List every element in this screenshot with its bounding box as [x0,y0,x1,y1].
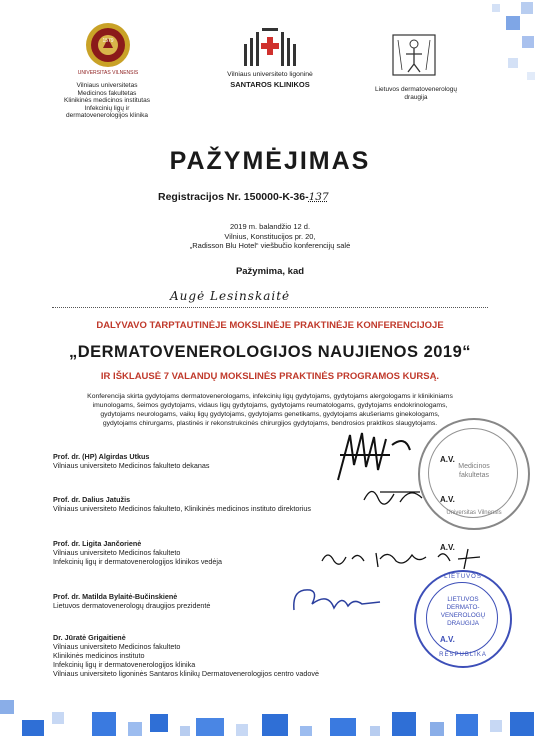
signatory-title: Lietuvos dermatovenerologų draugijos prezidentė [53,601,211,610]
vu-seal-logo [85,22,131,68]
venue-line: „Radisson Blu Hotel“ viešbučio konferencijų salė [189,241,351,250]
seal-center-text [440,462,508,480]
signatory-title: Infekcinių ligų ir dermatovenerologijos klinikos vedėja [53,557,222,566]
center-logo-caption-1: Vilniaus universiteto ligoninė [227,71,313,78]
audience-line: imunologams, šeimos gydytojams, vidaus ligų gydytojams, gydytojams reumatologams, gydytojams endokrinologams, [92,402,448,409]
av-mark-1: A.V. [440,455,455,464]
seal-ring-text: Universitas Vilnensis [446,510,502,516]
signatory-name: Prof. dr. Matilda Bylaitė-Bučinskienė [53,592,178,601]
conference-title: „DERMATOVENEROLOGIJOS NAUJIENOS 2019“ [68,343,472,361]
signature-utkus [330,425,430,485]
seal-line: DRAUGIJA [447,620,479,627]
santaros-klinikos-logo [240,24,300,68]
recipient-name: Augė Lesinskaitė [170,289,291,303]
seal-line: LIETUVOS [447,596,479,603]
caption-line: Lietuvos dermatovenerologų [374,86,458,93]
signatory-4 [53,592,210,610]
audience-line: gydytojams neurologams, vaikų ligų gydytojams, gydytojams genetikams, gydytojams akušeriams ginekologams, [100,411,440,418]
signatory-title: Infekcinių ligų ir dermatovenerologijos klinika [53,660,196,669]
signatory-2 [53,495,311,513]
caption-line: Infekcinių ligų ir [84,104,130,112]
caption-line: Klinikinės medicinos institutas [64,97,150,104]
vu-seal-text: UNIVERSITAS VILNENSIS [77,70,139,76]
registration-row [158,191,329,203]
registration-label: Registracijos Nr. 150000-K-36- [158,191,309,203]
signatory-name: Dr. Jūratė Grigaitienė [53,633,126,642]
signatory-title: Vilniaus universiteto Medicinos fakulteto [53,548,181,557]
signatory-name: Prof. dr. (HP) Algirdas Utkus [53,452,150,461]
signature-bylaite [288,582,388,622]
recipient-line [52,307,488,308]
address-line: Vilnius, Konstitucijos pr. 20, [224,231,316,241]
audience-line: Konferencija skirta gydytojams dermatovenerologams, infekcinių ligų gydytojams, gydytojams alergologams ir klinikiniams [87,393,453,400]
signatory-title: Vilniaus universiteto Medicinos fakulteto [53,642,181,651]
caption-line: draugija [404,93,428,101]
seal-line: Medicinos [458,463,490,470]
completed-text: IR IŠKLAUSĖ 7 VALANDŲ MOKSLINĖS PRAKTINĖS PROGRAMOS KURSĄ. [100,371,440,382]
signatory-title: Vilniaus universiteto Medicinos fakulteto dekanas [53,461,210,470]
signatory-title: Vilniaus universiteto Medicinos fakulteto, Klinikinės medicinos instituto direktorius [53,504,311,513]
caption-line: dermatovenerologijos klinika [65,112,148,119]
av-mark-3: A.V. [440,543,455,552]
seal-line: fakultetas [459,472,489,479]
caption-line: Medicinos fakultetas [77,89,137,97]
signatory-name: Prof. dr. Dalius Jatužis [53,495,131,504]
faculty-seal [418,418,530,530]
signature-jancoriene [318,543,488,573]
society-seal [414,570,512,668]
left-logo-caption [52,82,162,120]
vu-seal-year: 1579 [102,38,114,44]
signatory-title: Klinikinės medicinos instituto [53,651,145,660]
participated-text: DALYVAVO TARPTAUTINĖJE MOKSLINĖJE PRAKTINĖJE KONFERENCIJOJE [96,320,444,331]
seal-ring-bottom: RESPUBLIKA [439,652,487,658]
date-place [0,222,540,251]
audience-line: gydytojams chirurgams, plastinės ir rekonstrukcinės chirurgijos gydytojams, bendrosios praktikos slaugytojams. [102,420,438,427]
right-logo-caption [356,86,476,101]
certificate-title: PAŽYMĖJIMAS [169,147,371,175]
registration-number: 137 [308,191,329,203]
seal-line: VENEROLOGŲ [440,612,486,619]
center-logo-caption-2: SANTAROS KLINIKOS [230,80,310,89]
signatory-name: Prof. dr. Ligita Jančorienė [53,539,142,548]
av-mark-2: A.V. [440,495,455,504]
signatory-3 [53,539,222,566]
signatory-5 [53,633,319,678]
av-mark-4: A.V. [440,635,455,644]
certify-label: Pažymima, kad [235,266,305,277]
caption-line: Vilniaus universitetas [76,82,138,89]
seal-center-text [430,596,496,628]
dermatovenerology-society-logo [392,34,436,76]
seal-ring-top: LIETUVOS [444,574,482,580]
date-line: 2019 m. balandžio 12 d. [229,222,311,231]
signatory-1 [53,452,210,470]
signatory-title: Vilniaus universiteto ligoninės Santaros klinikų Dermatovenerologijos centro vadovė [53,669,319,678]
seal-line: DERMATO- [446,604,480,611]
